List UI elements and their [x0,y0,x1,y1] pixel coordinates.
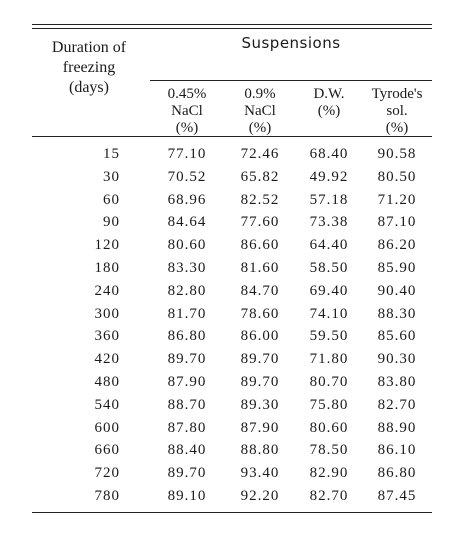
duration-cell: 420 [94,351,120,368]
value-cell: 59.50 [309,328,349,345]
duration-cell: 300 [94,305,120,322]
value-cell: 68.96 [167,191,207,208]
value-cell: 86.80 [377,465,417,482]
value-cell: 49.92 [309,168,349,185]
table-row [32,258,432,281]
value-cell: 71.20 [377,191,417,208]
value-cell: 81.70 [167,305,207,322]
value-cell: 57.18 [309,191,349,208]
duration-cell: 660 [94,442,120,459]
duration-cell: 480 [94,373,120,390]
value-cell: 80.70 [309,373,349,390]
value-cell: 87.10 [377,214,417,231]
value-cell: 84.64 [167,214,207,231]
value-cell: 88.70 [167,396,207,413]
value-cell: 86.10 [377,442,417,459]
value-cell: 89.70 [167,465,207,482]
column-header-tyrodes [362,86,432,137]
value-cell: 75.80 [309,396,349,413]
value-cell: 80.60 [309,419,349,436]
table-row [32,167,432,190]
duration-cell: 90 [103,214,120,231]
value-cell: 89.70 [240,351,280,368]
value-cell: 77.10 [167,146,207,162]
value-cell: 88.80 [240,442,280,459]
value-cell: 86.00 [240,328,280,345]
value-cell: 85.90 [377,259,417,276]
value-cell: 65.82 [240,168,280,185]
column-header-line3: (%) [385,120,409,136]
duration-cell: 540 [94,396,120,413]
table-row [32,395,432,418]
table-row [32,326,432,349]
value-cell: 64.40 [309,237,349,254]
value-cell: 82.70 [377,396,417,413]
duration-cell: 15 [103,146,120,162]
value-cell: 87.90 [240,419,280,436]
value-cell: 78.60 [240,305,280,322]
value-cell: 82.52 [240,191,280,208]
top-rule [32,24,432,25]
value-cell: 89.30 [240,396,280,413]
column-header-line2: sol. [386,103,408,119]
column-header-line3: (%) [317,103,341,119]
value-cell: 88.90 [377,419,417,436]
value-cell: 58.50 [309,259,349,276]
column-header-line1: Tyrode's [371,86,423,102]
column-header-line3: (%) [248,120,272,136]
duration-cell: 60 [103,191,120,208]
column-header-045-nacl [150,86,224,137]
value-cell: 71.80 [309,351,349,368]
bottom-rule [32,512,432,513]
table-row [32,486,432,509]
duration-cell: 240 [94,282,120,299]
table-body [32,144,432,509]
value-cell: 80.50 [377,168,417,185]
value-cell: 72.46 [240,146,280,162]
value-cell: 87.90 [167,373,207,390]
value-cell: 80.60 [167,237,207,254]
value-cell: 77.60 [240,214,280,231]
duration-cell: 720 [94,465,120,482]
column-header-line2: NaCl [244,103,276,119]
table-row [32,463,432,486]
duration-cell: 360 [94,328,120,345]
value-cell: 74.10 [309,305,349,322]
group-underline [150,80,432,81]
value-cell: 92.20 [240,487,280,504]
duration-header-line1: Duration of [51,39,127,56]
value-cell: 86.20 [377,237,417,254]
column-header-dw [296,86,362,120]
value-cell: 88.40 [167,442,207,459]
table-row [32,304,432,327]
column-header-line1: 0.45% [167,86,207,102]
table-row [32,349,432,372]
value-cell: 85.60 [377,328,417,345]
duration-header-line2: freezing [62,59,116,76]
suspensions-group-header: Suspensions [241,34,341,52]
table-row [32,281,432,304]
value-cell: 82.80 [167,282,207,299]
duration-cell: 120 [94,237,120,254]
value-cell: 88.30 [377,305,417,322]
value-cell: 84.70 [240,282,280,299]
value-cell: 83.30 [167,259,207,276]
duration-cell: 180 [94,259,120,276]
value-cell: 90.40 [377,282,417,299]
table-row [32,235,432,258]
value-cell: 89.70 [167,351,207,368]
value-cell: 87.80 [167,419,207,436]
table-row [32,190,432,213]
duration-cell: 30 [103,168,120,185]
column-header-line2: D.W. [313,86,345,102]
column-header-line3: (%) [175,120,199,136]
value-cell: 87.45 [377,487,417,504]
duration-header [32,38,146,98]
header-bottom-rule [32,136,432,137]
value-cell: 86.80 [167,328,207,345]
value-cell: 90.58 [377,146,417,162]
value-cell: 70.52 [167,168,207,185]
value-cell: 89.70 [240,373,280,390]
duration-cell: 780 [94,487,120,504]
value-cell: 78.50 [309,442,349,459]
value-cell: 68.40 [309,146,349,162]
table-row [32,372,432,395]
value-cell: 81.60 [240,259,280,276]
value-cell: 69.40 [309,282,349,299]
value-cell: 90.30 [377,351,417,368]
column-header-line2: NaCl [171,103,203,119]
duration-cell: 600 [94,419,120,436]
value-cell: 86.60 [240,237,280,254]
value-cell: 89.10 [167,487,207,504]
table-row [32,144,432,167]
table-row [32,212,432,235]
duration-header-line3: (days) [69,79,109,96]
value-cell: 82.90 [309,465,349,482]
value-cell: 93.40 [240,465,280,482]
table-row [32,418,432,441]
column-header-line1: 0.9% [244,86,276,102]
top-rule-inner [32,28,432,29]
column-header-09-nacl [224,86,296,137]
value-cell: 83.80 [377,373,417,390]
value-cell: 82.70 [309,487,349,504]
table-row [32,440,432,463]
value-cell: 73.38 [309,214,349,231]
